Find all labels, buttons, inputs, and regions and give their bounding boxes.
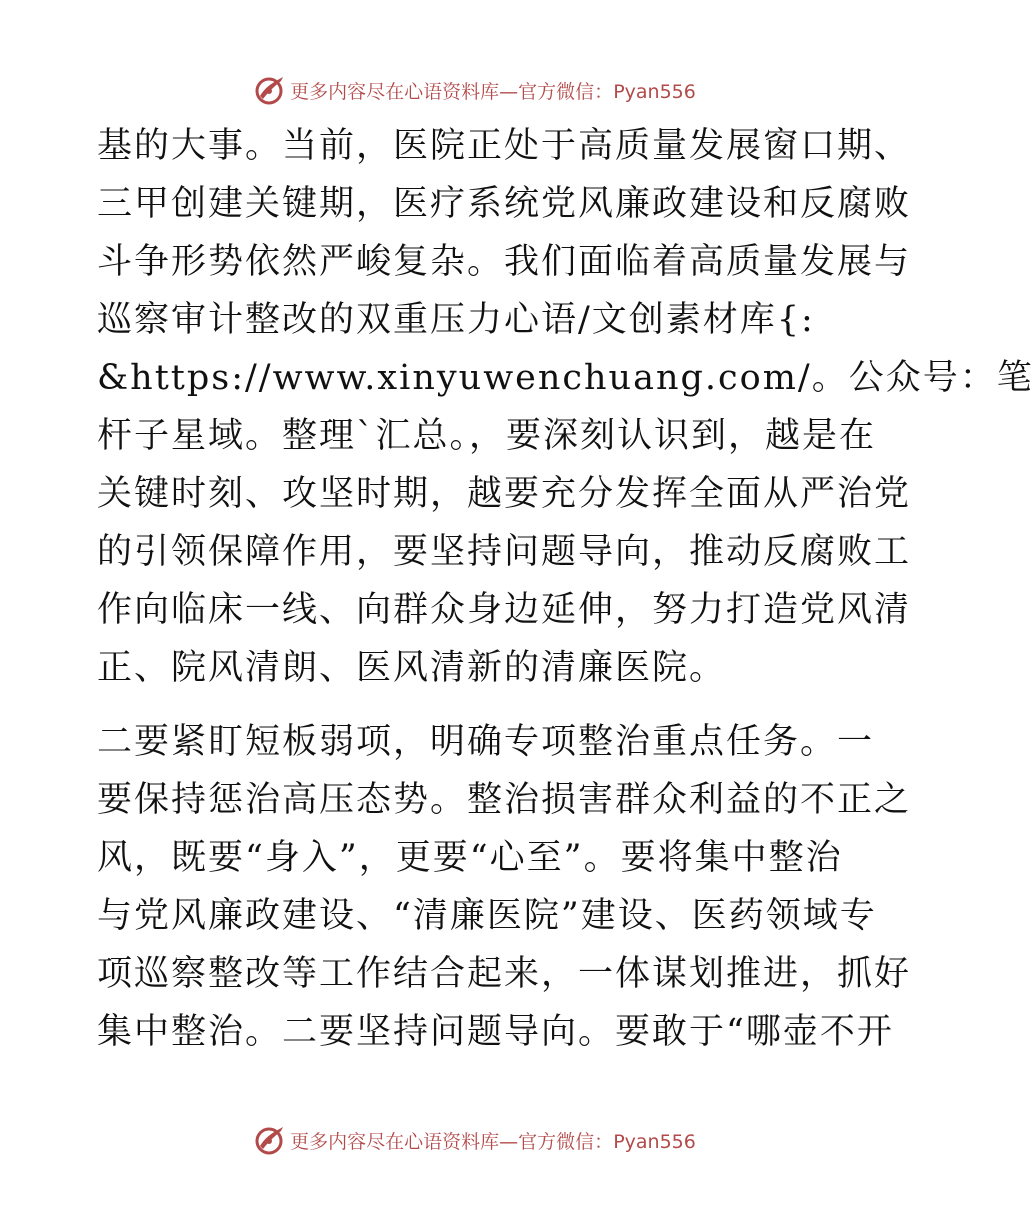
text-line: 杆子星域。整理`汇总。，要深刻认识到，越是在: [97, 416, 877, 456]
header-banner: [0, 70, 950, 110]
text-line: 与党风廉政建设、“清廉医院”建设、医药领域专: [97, 896, 877, 936]
footer-banner: [0, 1120, 950, 1160]
paragraph-1: [97, 117, 1034, 697]
text-line: 基的大事。当前，医院正处于高质量发展窗口期、: [97, 126, 912, 166]
text-line: 项巡察整改等工作结合起来，一体谋划推进，抓好: [97, 954, 912, 994]
brush-seal-icon: [254, 1124, 286, 1156]
footer-banner-wechat: Pyan556: [613, 1130, 696, 1153]
text-line: 二要紧盯短板弱项，明确专项整治重点任务。一: [97, 722, 875, 762]
text-line: 风，既要“身入”，更要“心至”。要将集中整治: [97, 838, 843, 878]
text-line: 关键时刻、攻坚时期，越要充分发挥全面从严治党: [97, 474, 912, 514]
header-banner-wechat: Pyan556: [613, 80, 696, 103]
footer-banner-text: [290, 1127, 696, 1154]
header-banner-main: 更多内容尽在心语资料库: [290, 80, 500, 103]
text-line: 集中整治。二要坚持问题导向。要敢于“哪壶不开: [97, 1012, 894, 1052]
brush-seal-icon: [254, 74, 286, 106]
header-banner-official: 官方微信：: [518, 80, 614, 103]
text-line: &https://www.xinyuwenchuang.com/。公众号：笔: [97, 358, 1034, 398]
header-banner-text: [290, 77, 696, 104]
text-line: 作向临床一线、向群众身边延伸，努力打造党风清: [97, 590, 912, 630]
footer-banner-sep: —: [499, 1130, 519, 1153]
footer-banner-main: 更多内容尽在心语资料库: [290, 1130, 500, 1153]
text-line: 斗争形势依然严峻复杂。我们面临着高质量发展与: [97, 242, 912, 282]
footer-banner-official: 官方微信：: [518, 1130, 614, 1153]
header-banner-sep: —: [499, 80, 519, 103]
paragraph-gap: [97, 697, 853, 713]
document-body: [97, 117, 1034, 1061]
text-line: 巡察审计整改的双重压力心语/文创素材库{:: [97, 300, 815, 340]
text-line: 正、院风清朗、医风清新的清廉医院。: [97, 648, 727, 688]
text-line: 的引领保障作用，要坚持问题导向，推动反腐败工: [97, 532, 912, 572]
paragraph-2: [97, 713, 912, 1061]
text-line: 要保持惩治高压态势。整治损害群众利益的不正之: [97, 780, 912, 820]
text-line: 三甲创建关键期，医疗系统党风廉政建设和反腐败: [97, 184, 912, 224]
